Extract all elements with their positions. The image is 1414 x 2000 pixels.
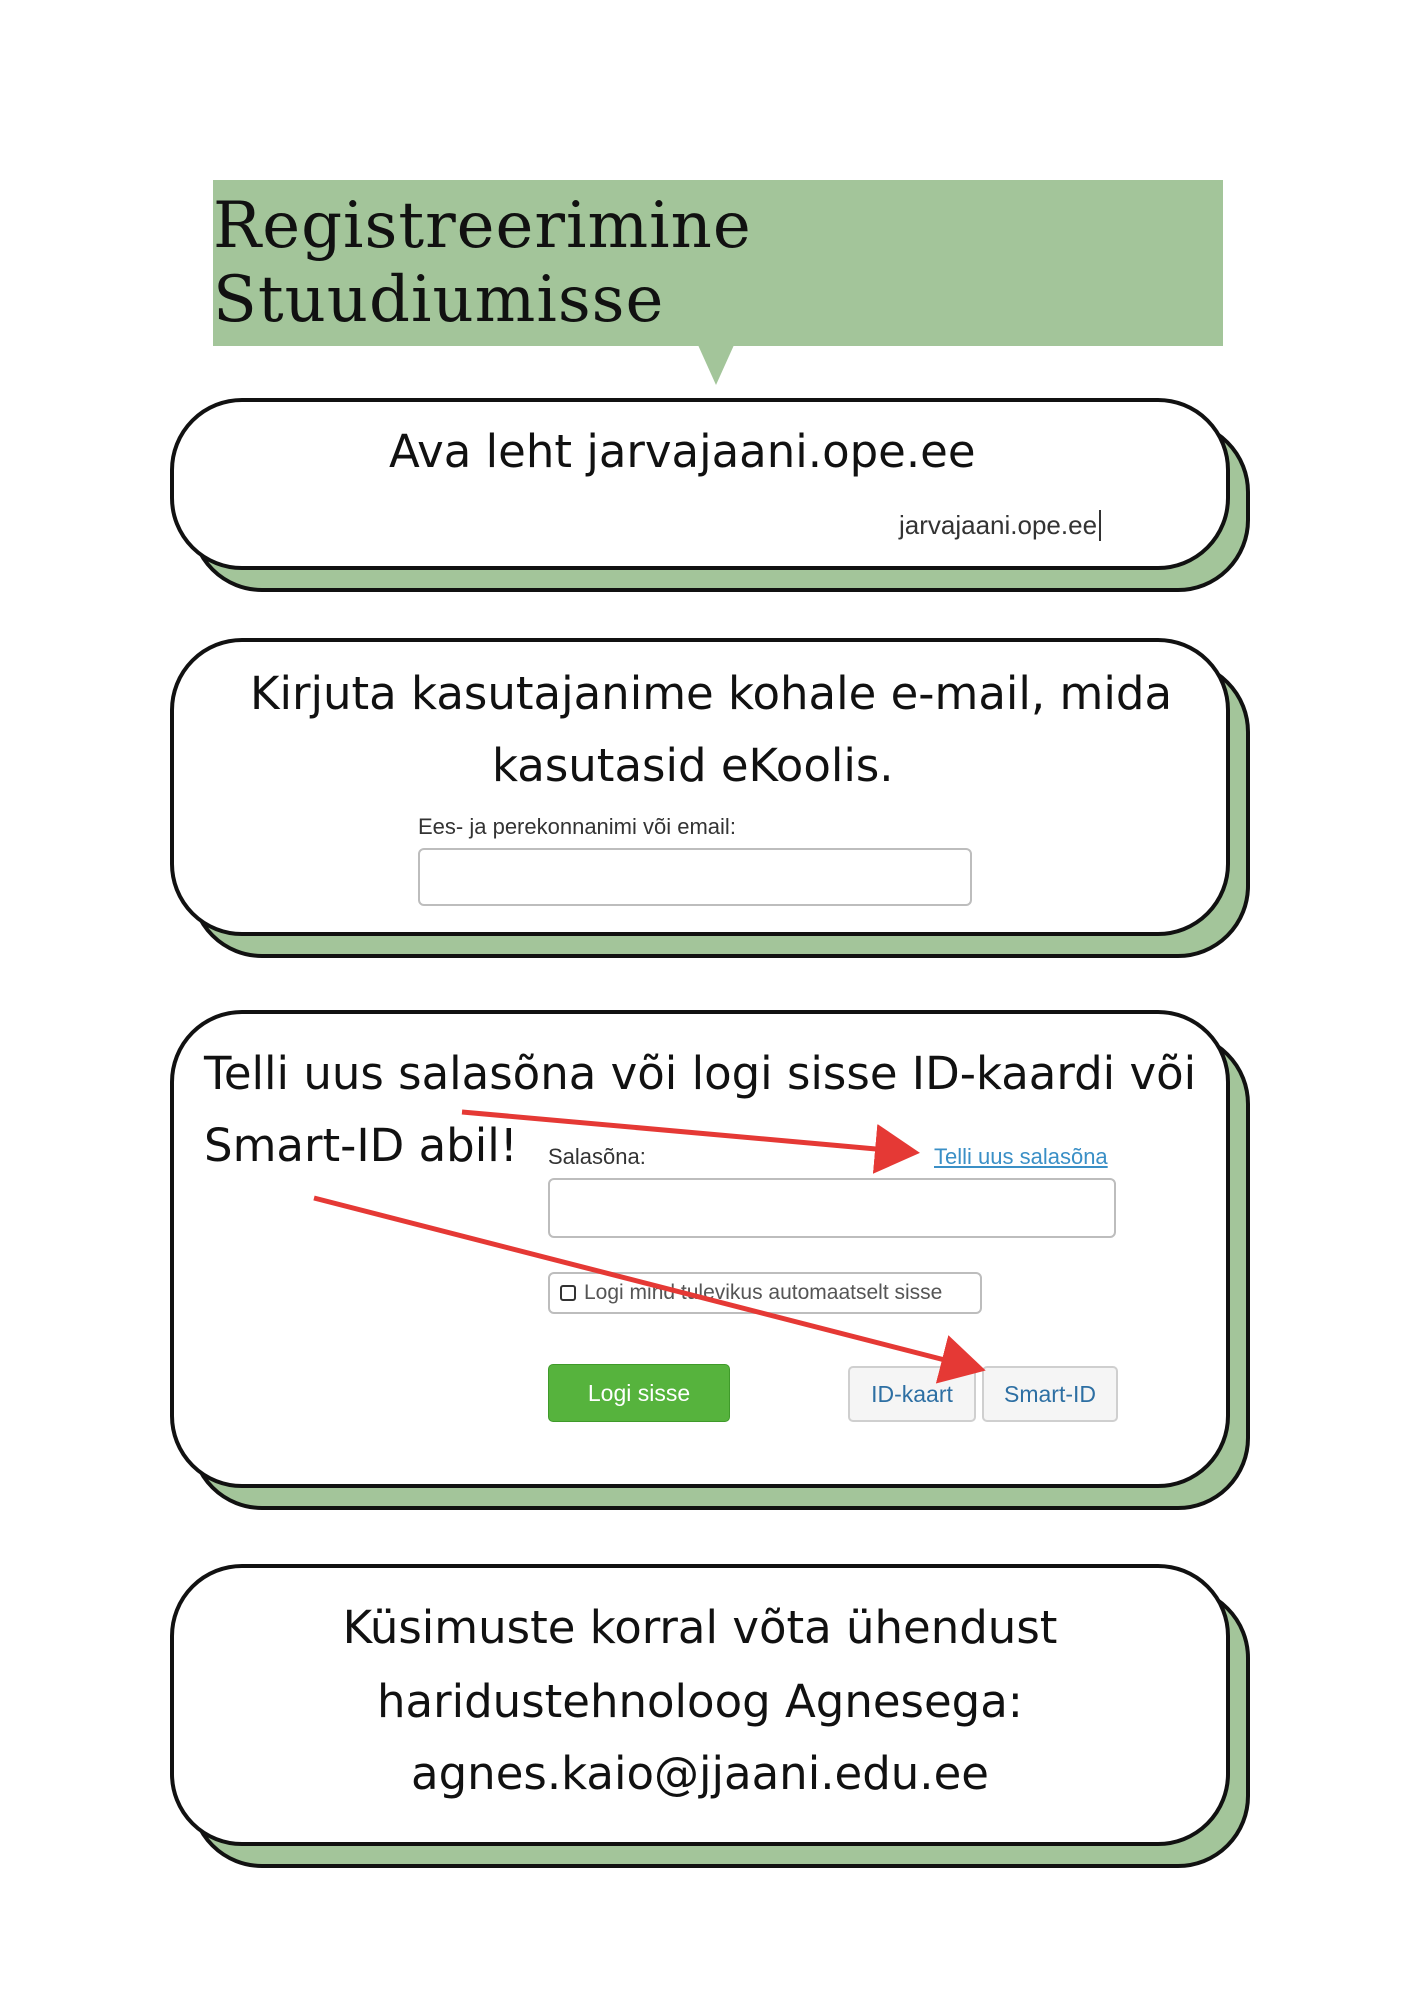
- step-2-text-line-1: Kirjuta kasutajanime kohale e-mail, mida: [250, 667, 1173, 720]
- arrow-icon: [462, 1112, 910, 1152]
- arrow-icon: [314, 1198, 976, 1368]
- remember-me-label: Logi mind tulevikus automaatselt sisse: [584, 1281, 943, 1304]
- smart-id-button[interactable]: Smart-ID: [982, 1366, 1118, 1422]
- step-3-text-line-1: Telli uus salasõna või logi sisse ID-kaardi või: [204, 1047, 1197, 1100]
- login-button[interactable]: Logi sisse: [548, 1364, 730, 1422]
- step-2-text-line-2: kasutasid eKoolis.: [492, 739, 894, 792]
- step-1-text: Ava leht jarvajaani.ope.ee: [389, 425, 976, 478]
- step-4-text-line-1: Küsimuste korral võta ühendust: [342, 1601, 1058, 1654]
- forgot-password-link[interactable]: Telli uus salasõna: [934, 1144, 1108, 1169]
- username-label: Ees- ja perekonnanimi või email:: [418, 814, 736, 839]
- id-card-button[interactable]: ID-kaart: [848, 1366, 976, 1422]
- page-title: Registreerimine Stuudiumisse: [213, 189, 752, 337]
- password-label: Salasõna:: [548, 1144, 646, 1169]
- url-bar-text[interactable]: jarvajaani.ope.ee: [899, 510, 1101, 541]
- step-4-email: agnes.kaio@jjaani.edu.ee: [411, 1747, 989, 1800]
- step-4-text-line-2: haridustehnoloog Agnesega:: [377, 1675, 1023, 1728]
- step-3-text-line-2: Smart-ID abil!: [204, 1119, 518, 1172]
